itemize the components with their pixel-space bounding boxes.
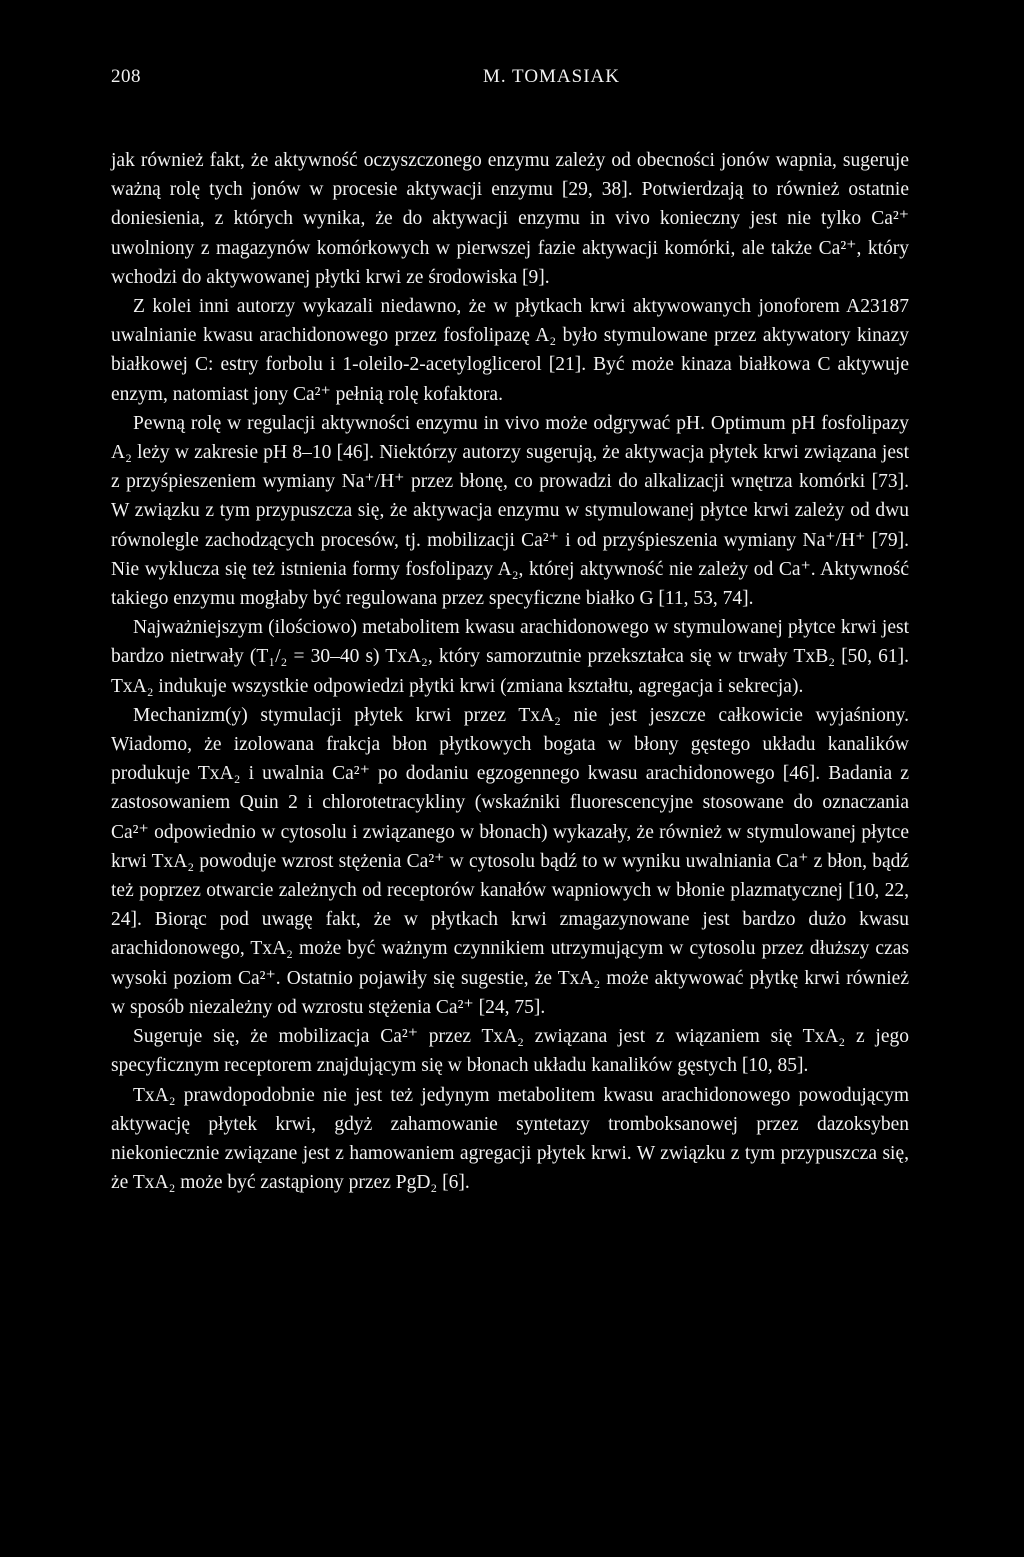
running-head-author: M. TOMASIAK	[483, 66, 620, 87]
paragraph-continued: jak również fakt, że aktywność oczyszczonego enzymu zależy od obecności jonów wapnia, sugeruje ważną rolę tych jonów w procesie aktywacji enzymu [29, 38]. Potwierdzają to również ostatnie doniesienia, z których wynika, że do aktywacji enzymu in vivo konieczny jest nie tylko Ca²⁺ uwolniony z magazynów komórkowych w pierwszej fazie aktywacji komórki, ale także Ca²⁺, który wchodzi do aktywowanej płytki krwi ze środowiska [9].	[111, 150, 909, 288]
page-number: 208	[111, 66, 141, 87]
paragraph: Z kolei inni autorzy wykazali niedawno, że w płytkach krwi aktywowanych jonoforem A23187 uwalnianie kwasu arachidonowego przez fosfolipazę A₂ było stymulowane przez aktywatory kinazy białkowej C: estry forbolu i 1-oleilo-2-acetyloglicerol [21]. Być może kinaza białkowa C aktywuje enzym, natomiast jony Ca²⁺ pełnią rolę kofaktora.	[111, 296, 909, 405]
paragraph: Najważniejszym (ilościowo) metabolitem kwasu arachidonowego w stymulowanej płytce krwi jest bardzo nietrwały (T₁/₂ = 30–40 s) TxA₂, który samorzutnie przekształca się w trwały TxB₂ [50, 61]. TxA₂ indukuje wszystkie odpowiedzi płytki krwi (zmiana kształtu, agregacja i sekrecja).	[111, 617, 909, 697]
paragraph: Pewną rolę w regulacji aktywności enzymu in vivo może odgrywać pH. Optimum pH fosfolipazy A₂ leży w zakresie pH 8–10 [46]. Niektórzy autorzy sugerują, że aktywacja płytek krwi związana jest z przyśpieszeniem wymiany Na⁺/H⁺ przez błonę, co prowadzi do alkalizacji wnętrza komórki [73]. W związku z tym przypuszcza się, że aktywacja enzymu w stymulowanej płytce krwi zależy od dwu równolegle zachodzących procesów, tj. mobilizacji Ca²⁺ i od przyśpieszenia wymiany Na⁺/H⁺ [79]. Nie wyklucza się też istnienia formy fosfolipazy A₂, której aktywność nie zależy od Ca⁺. Aktywność takiego enzymu mogłaby być regulowana przez specyficzne białko G [11, 53, 74].	[111, 412, 909, 610]
paragraph: Sugeruje się, że mobilizacja Ca²⁺ przez TxA₂ związana jest z wiązaniem się TxA₂ z jego specyficznym receptorem znajdującym się w błonach układu kanalików gęstych [10, 85].	[111, 1026, 909, 1077]
article-body	[111, 146, 909, 1197]
paragraph: Mechanizm(y) stymulacji płytek krwi przez TxA₂ nie jest jeszcze całkowicie wyjaśniony. Wiadomo, że izolowana frakcja błon płytkowych bogata w błony gęstego układu kanalików produkuje TxA₂ i uwalnia Ca²⁺ po dodaniu egzogennego kwasu arachidonowego [46]. Badania z zastosowaniem Quin 2 i chlorotetracykliny (wskaźniki fluorescencyjne stosowane do oznaczania Ca²⁺ odpowiednio w cytosolu i związanego w błonach) wykazały, że również w stymulowanej płytce krwi TxA₂ powoduje wzrost stężenia Ca²⁺ w cytosolu bądź to w wyniku uwalniania Ca⁺ z błon, bądź też poprzez otwarcie zależnych od receptorów kanałów wapniowych w błonie plazmatycznej [10, 22, 24]. Biorąc pod uwagę fakt, że w płytkach krwi zmagazynowane jest bardzo dużo kwasu arachidonowego, TxA₂ może być ważnym czynnikiem utrzymującym w cytosolu przez dłuższy czas wysoki poziom Ca²⁺. Ostatnio pojawiły się sugestie, że TxA₂ może aktywować płytkę krwi również w sposób niezależny od wzrostu stężenia Ca²⁺ [24, 75].	[111, 704, 909, 1018]
paragraph: TxA₂ prawdopodobnie nie jest też jedynym metabolitem kwasu arachidonowego powodującym aktywację płytek krwi, gdyż zahamowanie syntetazy tromboksanowej przez dazoksyben niekoniecznie związane jest z hamowaniem agregacji płytek krwi. W związku z tym przypuszcza się, że TxA₂ może być zastąpiony przez PgD₂ [6].	[111, 1084, 909, 1194]
page-header	[0, 66, 1024, 92]
